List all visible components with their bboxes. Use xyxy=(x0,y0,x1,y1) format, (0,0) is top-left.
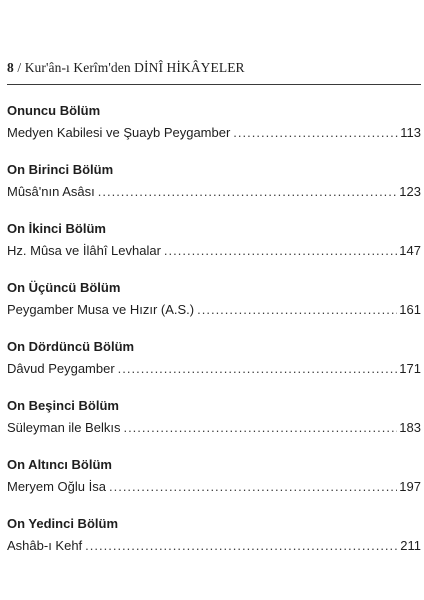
header-separator: / xyxy=(17,60,22,75)
toc-line xyxy=(7,122,421,144)
dot-leader xyxy=(123,417,397,439)
toc-line xyxy=(7,535,421,557)
toc-entry xyxy=(7,453,421,512)
chapter-label: On Yedinci Bölüm xyxy=(7,516,119,531)
chapter-label: On Altıncı Bölüm xyxy=(7,457,112,472)
dot-leader xyxy=(197,299,397,321)
chapter-page-number: 197 xyxy=(399,479,421,494)
toc-line xyxy=(7,299,421,321)
chapter-title: Medyen Kabilesi ve Şuayb Peygamber xyxy=(7,125,231,140)
chapter-label: Onuncu Bölüm xyxy=(7,103,101,118)
chapter-page-number: 171 xyxy=(399,361,421,376)
chapter-title: Peygamber Musa ve Hızır (A.S.) xyxy=(7,302,195,317)
chapter-page-number: 161 xyxy=(399,302,421,317)
chapter-label: On Dördüncü Bölüm xyxy=(7,339,135,354)
chapter-title: Ashâb-ı Kehf xyxy=(7,538,83,553)
chapter-title: Hz. Mûsa ve İlâhî Levhalar xyxy=(7,243,161,258)
toc-entry xyxy=(7,276,421,335)
toc-entry xyxy=(7,217,421,276)
chapter-page-number: 183 xyxy=(399,420,421,435)
toc-line xyxy=(7,240,421,262)
toc-entry xyxy=(7,158,421,217)
chapter-title: Meryem Oğlu İsa xyxy=(7,479,106,494)
toc-entry xyxy=(7,99,421,158)
header-rule xyxy=(7,84,421,85)
chapter-page-number: 147 xyxy=(399,243,421,258)
chapter-label: On İkinci Bölüm xyxy=(7,221,106,236)
toc-entry xyxy=(7,512,421,571)
page-number: 8 xyxy=(7,60,14,75)
chapter-label: On Üçüncü Bölüm xyxy=(7,280,121,295)
chapter-title: Mûsâ'nın Asâsı xyxy=(7,184,95,199)
chapter-label: On Birinci Bölüm xyxy=(7,162,114,177)
toc-line xyxy=(7,181,421,203)
chapter-title: Süleyman ile Belkıs xyxy=(7,420,121,435)
table-of-contents xyxy=(7,99,421,571)
dot-leader xyxy=(85,535,398,557)
toc-line xyxy=(7,358,421,380)
chapter-title: Dâvud Peygamber xyxy=(7,361,115,376)
dot-leader xyxy=(109,476,397,498)
chapter-page-number: 113 xyxy=(400,125,421,140)
running-header xyxy=(7,60,407,76)
chapter-page-number: 123 xyxy=(399,184,421,199)
dot-leader xyxy=(118,358,398,380)
toc-line xyxy=(7,417,421,439)
dot-leader xyxy=(164,240,397,262)
dot-leader xyxy=(233,122,398,144)
book-title: Kur'ân-ı Kerîm'den DİNÎ HİKÂYELER xyxy=(24,60,245,75)
chapter-page-number: 211 xyxy=(400,538,421,553)
dot-leader xyxy=(98,181,398,203)
toc-entry xyxy=(7,394,421,453)
toc-line xyxy=(7,476,421,498)
chapter-label: On Beşinci Bölüm xyxy=(7,398,119,413)
toc-entry xyxy=(7,335,421,394)
